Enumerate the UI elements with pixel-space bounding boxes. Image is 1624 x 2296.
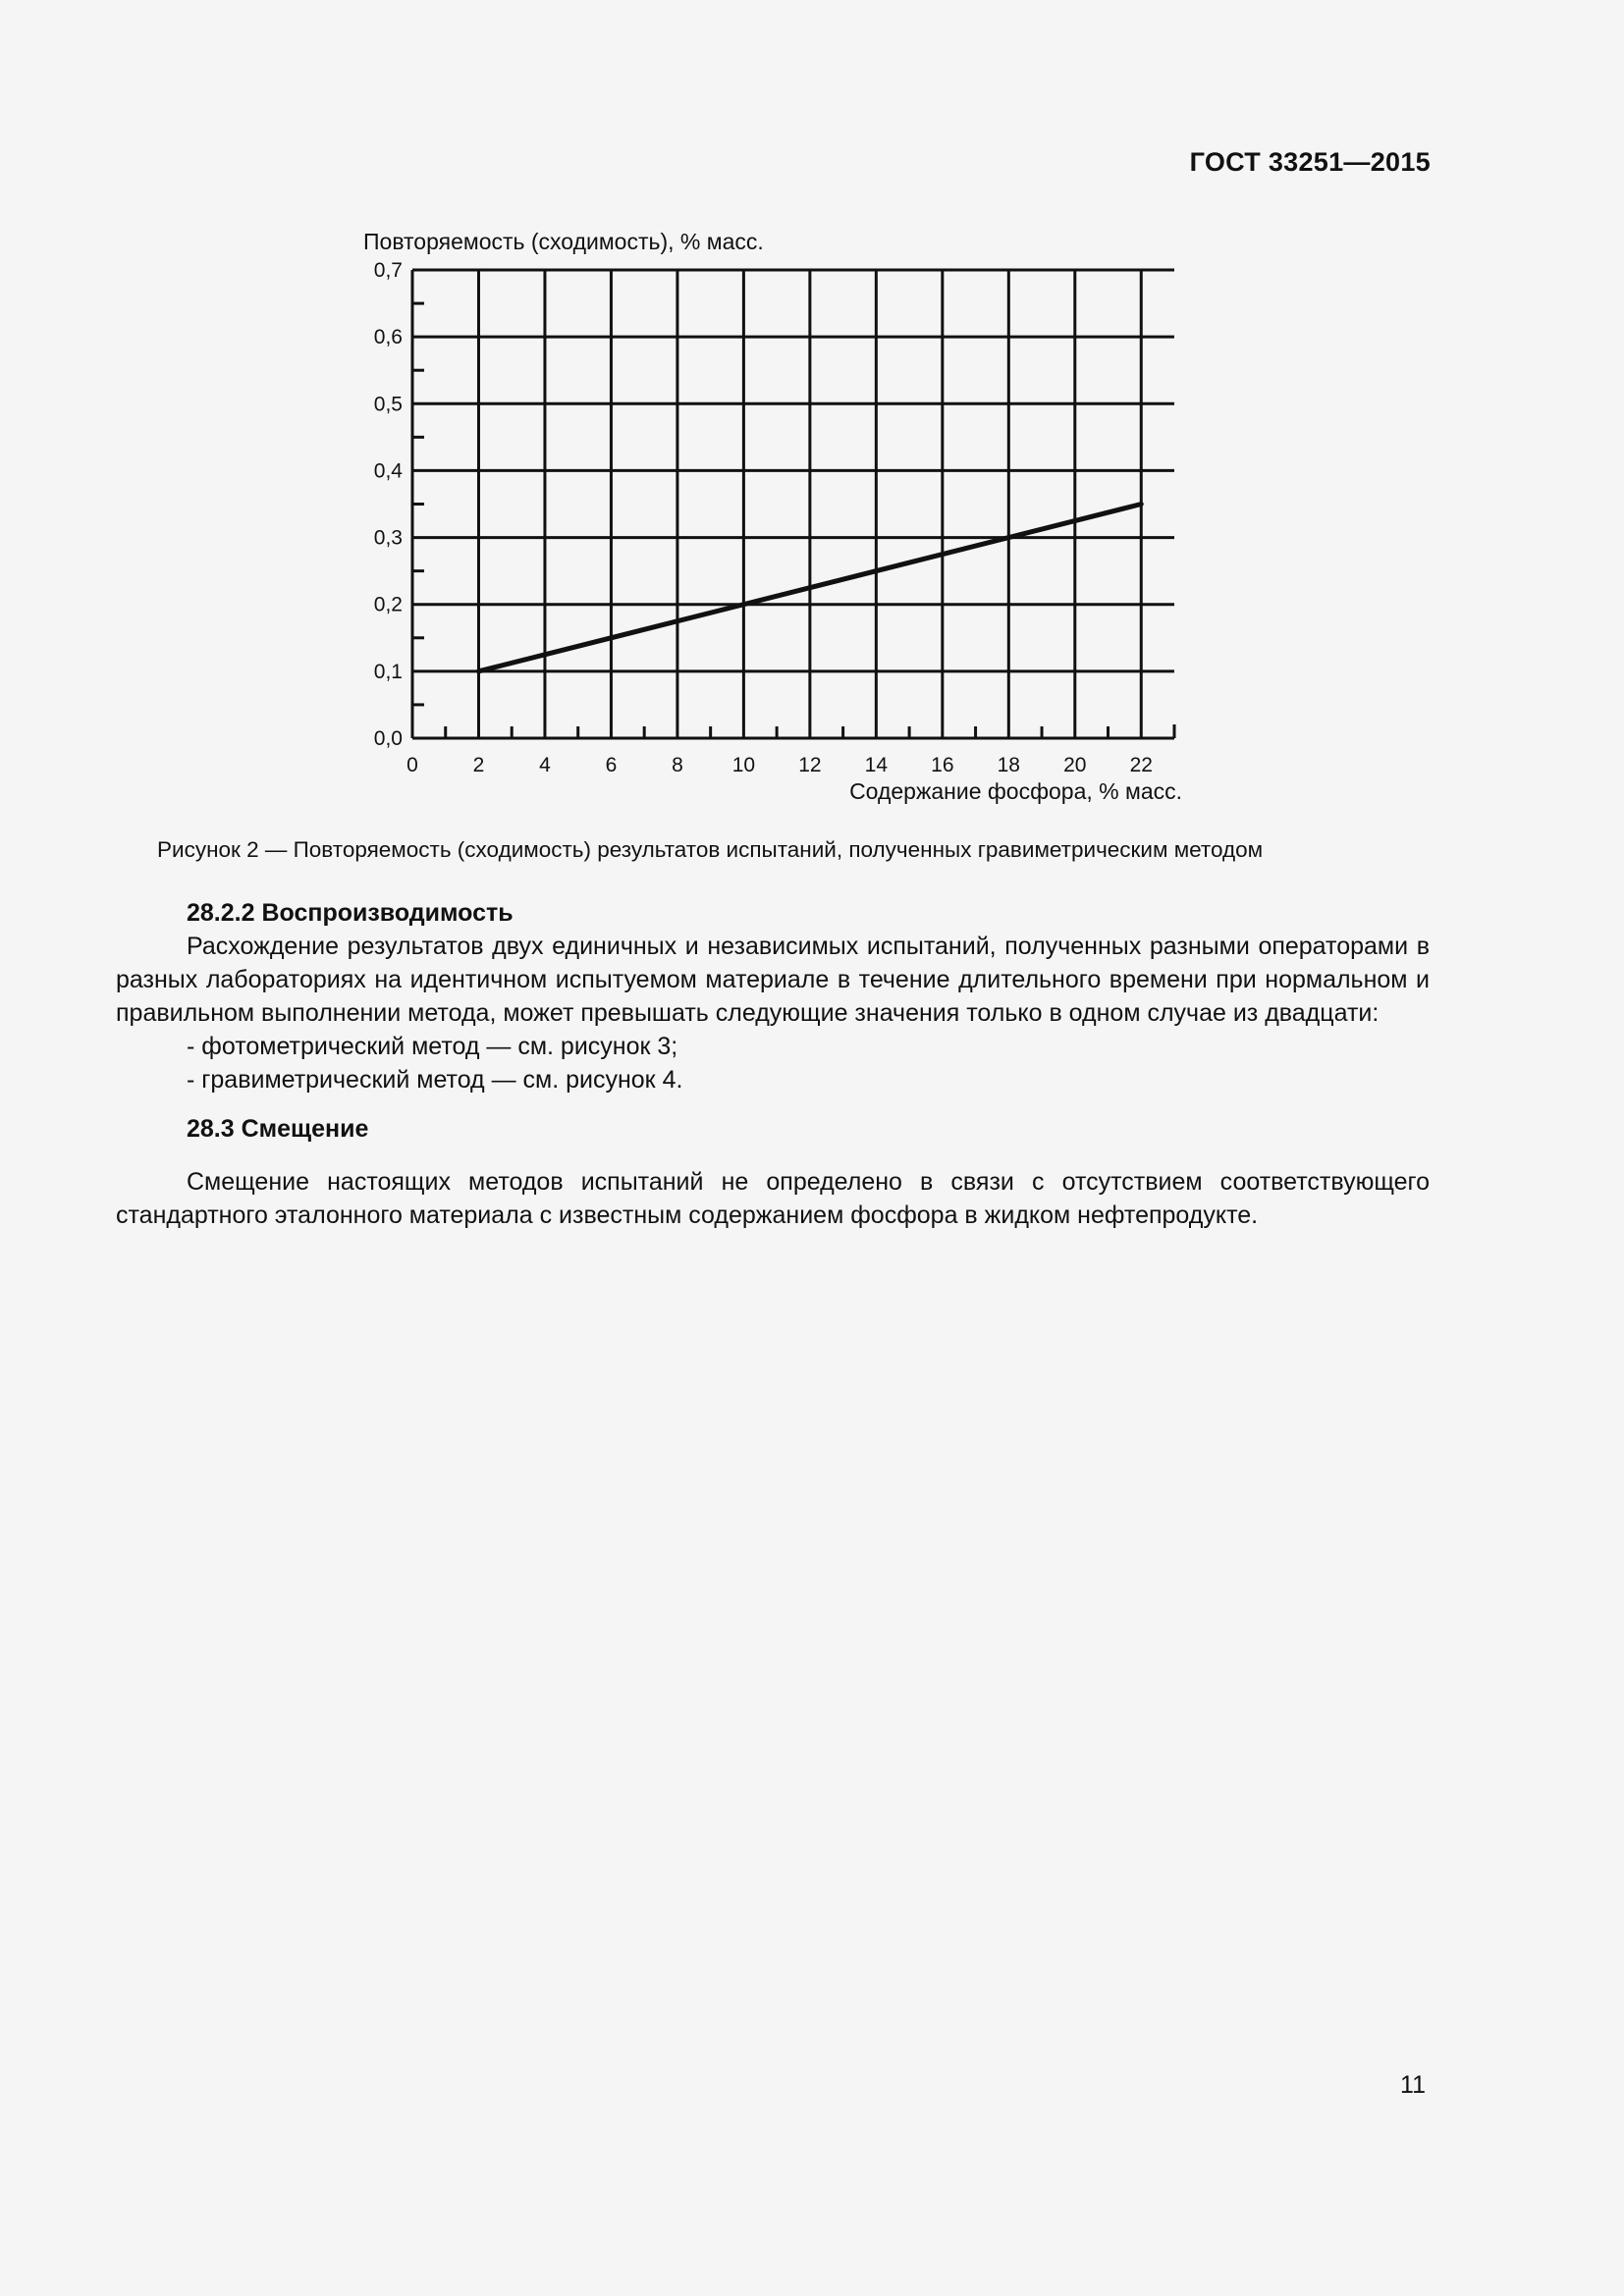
list-item-photometric: - фотометрический метод — см. рисунок 3; (187, 1033, 678, 1060)
page-number: 11 (1400, 2071, 1426, 2099)
x-tick-label: 22 (1129, 754, 1153, 776)
y-tick-label: 0,3 (373, 526, 403, 550)
y-tick-label: 0,0 (373, 727, 403, 750)
y-axis-label: Повторяемость (сходимость), % масс. (363, 229, 764, 254)
repeatability-chart (353, 216, 1198, 815)
x-tick-label: 0 (406, 754, 418, 776)
x-tick-label: 10 (731, 754, 756, 776)
reproducibility-paragraph: Расхождение результатов двух единичных и независимых испытаний, полученных разными операторами в разных лабораториях на идентичном испытуемом материале в течение длительного времени при нормальном и правильном выполнении метода, может превышать следующие значения только в одном случае из двадцати: (116, 933, 1430, 1027)
x-tick-label: 18 (997, 754, 1020, 776)
x-tick-label: 8 (672, 754, 683, 776)
section-heading-reproducibility: 28.2.2 Воспроизводимость (187, 899, 514, 927)
x-tick-label: 2 (472, 754, 485, 776)
x-axis-label: Содержание фосфора, % масс. (849, 778, 1182, 804)
x-tick-label: 20 (1063, 754, 1087, 776)
x-tick-label: 4 (539, 754, 551, 776)
chart-grid (412, 270, 1174, 738)
y-tick-label: 0,2 (373, 593, 403, 616)
y-tick-label: 0,1 (373, 660, 403, 683)
y-tick-label: 0,7 (373, 259, 403, 282)
y-tick-label: 0,6 (373, 326, 403, 349)
figure-caption: Рисунок 2 — Повторяемость (сходимость) результатов испытаний, полученных гравиметрическим методом (157, 837, 1264, 862)
x-tick-label: 16 (931, 754, 954, 776)
y-tick-label: 0,4 (373, 459, 403, 483)
y-tick-label: 0,5 (373, 393, 403, 416)
list-item-gravimetric: - гравиметрический метод — см. рисунок 4. (187, 1066, 683, 1094)
bias-paragraph: Смещение настоящих методов испытаний не определено в связи с отсутствием соответствующего стандартного эталонного материала с известным содержанием фосфора в жидком нефтепродукте. (116, 1168, 1430, 1229)
document-code: ГОСТ 33251—2015 (1189, 147, 1431, 177)
x-tick-label: 6 (605, 754, 618, 776)
x-tick-label: 14 (864, 754, 889, 776)
axis-ticks (412, 303, 1174, 738)
x-tick-label: 12 (798, 754, 822, 776)
section-heading-bias: 28.3 Смещение (187, 1115, 369, 1143)
body-text (116, 896, 1430, 1232)
